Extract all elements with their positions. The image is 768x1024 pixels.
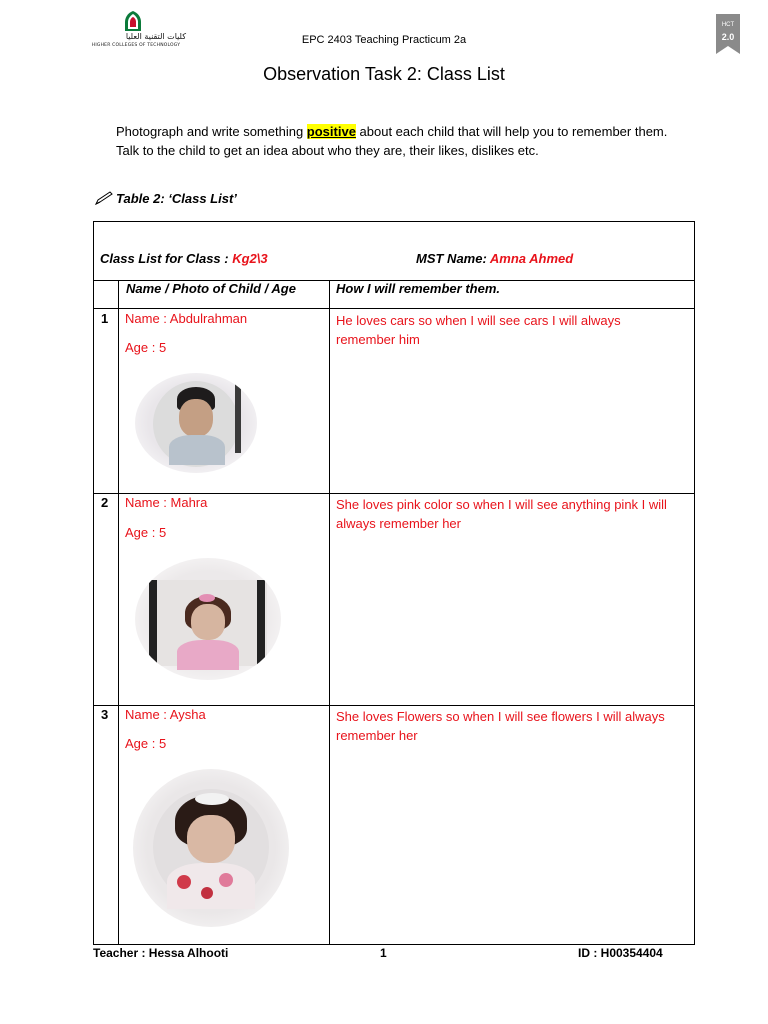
child-name: Name : Abdulrahman <box>125 311 248 326</box>
class-label: Class List for Class : <box>100 251 233 266</box>
child-photo <box>133 769 289 927</box>
intro-text-end: about each child that will help you to remember them. Talk to the child to get an idea about who they are, their likes, dislikes etc. <box>116 124 668 158</box>
row-number: 1 <box>101 311 109 326</box>
hct-badge <box>716 14 740 54</box>
child-photo <box>135 558 281 680</box>
remember-note: She loves Flowers so when I will see flowers I will always remember her <box>336 709 665 743</box>
logo-arabic-text: كليات التقنية العليا <box>125 32 186 41</box>
child-name: Name : Aysha <box>125 707 206 722</box>
footer-teacher: Teacher : Hessa Alhooti <box>93 946 229 960</box>
logo-english-text: HIGHER COLLEGES OF TECHNOLOGY <box>91 43 181 48</box>
child-age: Age : 5 <box>125 525 167 540</box>
remember-note: He loves cars so when I will see cars I will always remember him <box>336 313 621 347</box>
column-header-name: Name / Photo of Child / Age <box>126 281 296 296</box>
footer-id: ID : H00354404 <box>578 946 663 960</box>
child-photo <box>135 373 257 473</box>
badge-bottom-text: 2.0 <box>721 32 735 42</box>
pencil-icon <box>94 190 114 206</box>
intro-text-start: Photograph and write something <box>116 124 307 139</box>
table-caption-text: Table 2: ‘Class List’ <box>116 190 237 206</box>
college-emblem-icon <box>122 10 144 32</box>
class-list-table <box>93 221 695 945</box>
remember-note: She loves pink color so when I will see anything pink I will always remember her <box>336 497 667 531</box>
intro-highlight: positive <box>306 124 356 139</box>
mst-value: Amna Ahmed <box>489 251 574 266</box>
page-title: Observation Task 2: Class List <box>263 64 505 84</box>
row-number: 3 <box>101 707 109 722</box>
class-value: Kg2\3 <box>232 251 268 266</box>
footer-page-number: 1 <box>380 946 387 960</box>
child-age: Age : 5 <box>125 736 167 751</box>
intro-paragraph <box>116 122 676 160</box>
class-info <box>100 251 268 266</box>
badge-top-text: HCT <box>721 22 735 28</box>
row-number: 2 <box>101 495 109 510</box>
table-caption <box>94 190 237 206</box>
child-age: Age : 5 <box>125 340 167 355</box>
mst-info <box>416 251 573 266</box>
child-name: Name : Mahra <box>125 495 208 510</box>
course-title: EPC 2403 Teaching Practicum 2a <box>301 34 467 46</box>
mst-label: MST Name: <box>416 251 490 266</box>
column-header-remember: How I will remember them. <box>336 281 500 296</box>
